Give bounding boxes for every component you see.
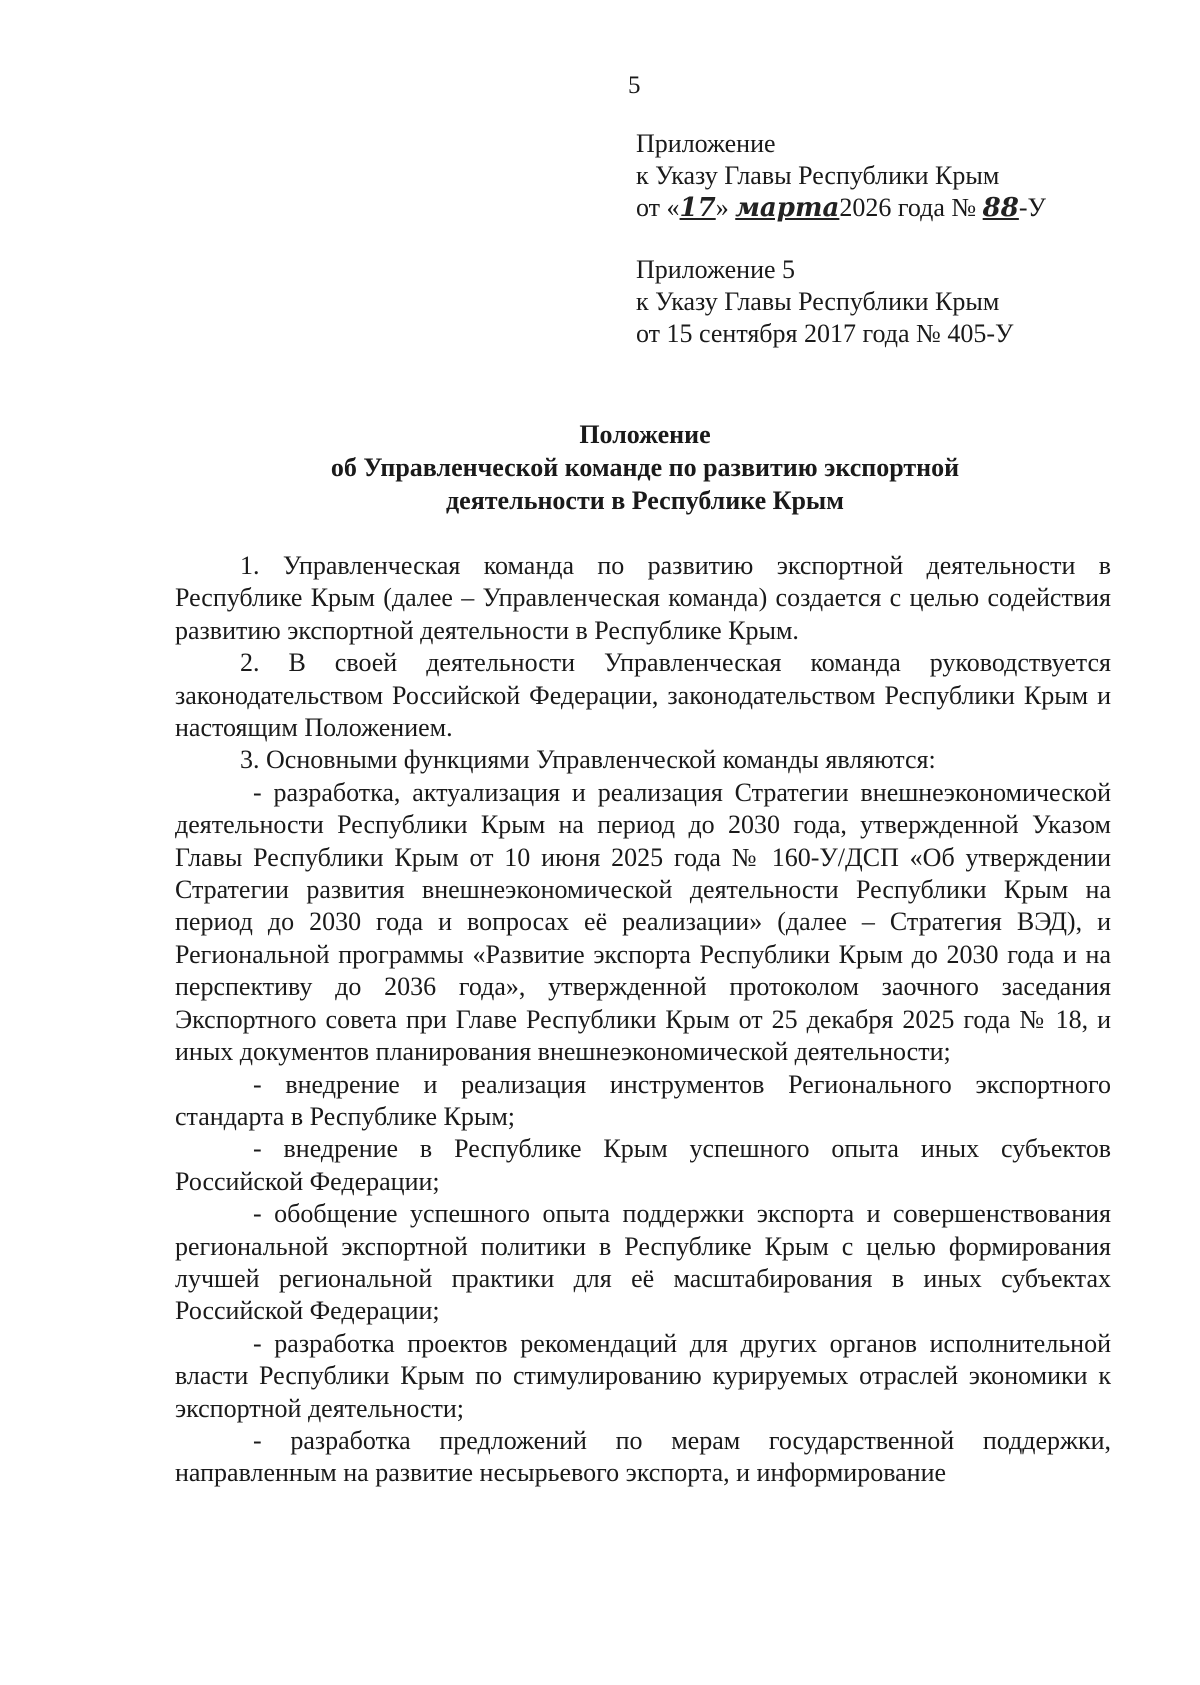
appendix-previous-decree: к Указу Главы Республики Крым	[636, 287, 1000, 316]
date-year: 2026 года №	[839, 193, 977, 222]
title-line-1: Положение	[579, 420, 711, 449]
title-line-2: об Управленческой команде по развитию экспортной	[330, 453, 960, 482]
date-prefix: от «	[636, 193, 680, 222]
title-line-3: деятельности в Республике Крым	[446, 486, 844, 515]
function-item: - внедрение и реализация инструментов Регионального экспортного стандарта в Республике Крым;	[175, 1069, 1111, 1131]
appendix-previous-block	[636, 254, 1013, 350]
function-item: - внедрение в Республике Крым успешного опыта иных субъектов Российской Федерации;	[175, 1134, 1111, 1196]
appendix-current-block	[636, 128, 1046, 224]
date-day-close: »	[715, 193, 729, 222]
function-item: - обобщение успешного опыта поддержки экспорта и совершенствования региональной экспортной политики в Республике Крым с целью формирования лучшей региональной практики для её масштабирования в иных субъектах Российской Федерации;	[175, 1199, 1111, 1326]
function-item: - разработка проектов рекомендаций для других органов исполнительной власти Республики Крым по стимулированию курируемых отраслей экономики к экспортной деятельности;	[175, 1328, 1111, 1423]
appendix-previous-title: Приложение 5	[636, 255, 796, 284]
paragraph-1: 1. Управленческая команда по развитию экспортной деятельности в Республике Крым (далее – Управленческая команда) создается с целью содействия развитию экспортной деятельности в Республике Крым.	[175, 551, 1111, 645]
appendix-current-date-line	[636, 192, 1046, 224]
document-title	[175, 418, 1115, 517]
appendix-current-title: Приложение	[636, 129, 776, 158]
handwritten-number: 88	[982, 193, 1019, 223]
page-number: 5	[628, 72, 641, 99]
appendix-previous-date: от 15 сентября 2017 года № 405-У	[636, 319, 1014, 348]
function-item: - разработка предложений по мерам государственной поддержки, направленным на развитие несырьевого экспорта, и информирование	[175, 1425, 1111, 1488]
paragraph-2: 2. В своей деятельности Управленческая команда руководствуется законодательством Российской Федерации, законодательством Республики Крым и настоящим Положением.	[175, 648, 1111, 743]
handwritten-day: 17	[679, 193, 716, 223]
document-body	[175, 550, 1111, 1490]
appendix-current-decree: к Указу Главы Республики Крым	[636, 161, 1000, 190]
handwritten-month: марта	[735, 193, 840, 223]
function-item: - разработка, актуализация и реализация Стратегии внешнеэкономической деятельности Республики Крым на период до 2030 года, утвержденной Указом Главы Республики Крым от 10 июня 2025 года № 160-У/ДСП «Об утверждении Стратегии развития внешнеэкономической деятельности Республики Крым на период до 2030 года и вопросах её реализации» (далее – Стратегия ВЭД), и Региональной программы «Развитие экспорта Республики Крым до 2030 года и на перспективу до 2036 года», утвержденной протоколом заочного заседания Экспортного совета при Главе Республики Крым от 25 декабря 2025 года № 18, и иных документов планирования внешнеэкономической деятельности;	[175, 777, 1111, 1067]
paragraph-3: 3. Основными функциями Управленческой команды являются:	[240, 745, 936, 775]
number-suffix: -У	[1018, 193, 1046, 222]
